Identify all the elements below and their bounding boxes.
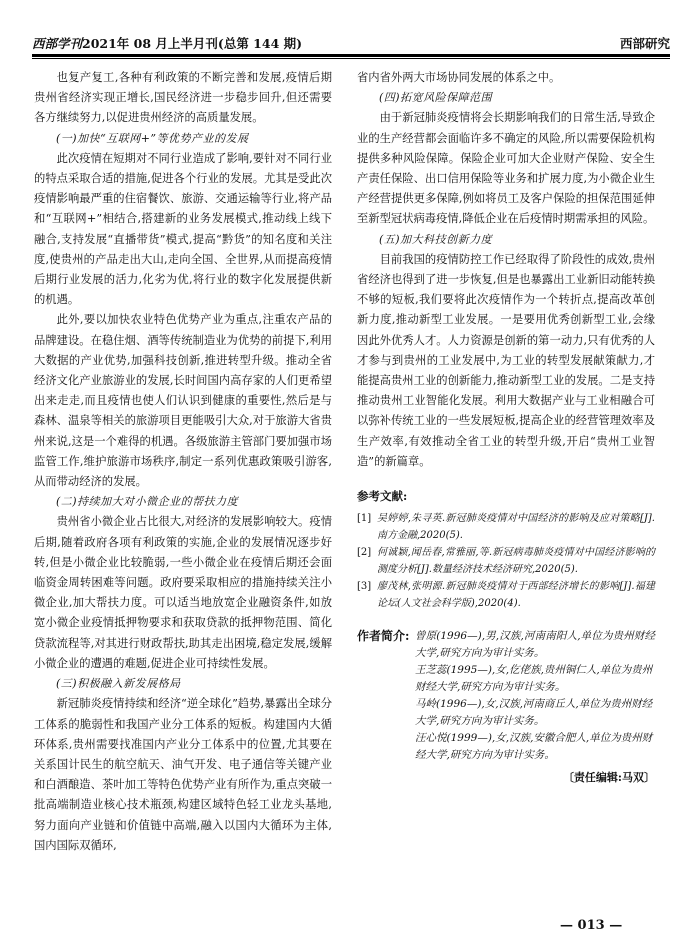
reference-text: 吴婷婷,朱寻英.新冠肺炎疫情对中国经济的影响及应对策略[J].南方金融,2020(5). [377, 513, 655, 542]
section-heading: (四)拓宽风险保障范围 [379, 91, 493, 105]
paragraph: 目前我国的疫情防控工作已经取得了阶段性的成效,贵州省经济也得到了进一步恢复,但是也暴露出工业新旧动能转换不够的短板,我们要将此次疫情作为一个转折点,提高改革创新力度,推动新型工业发展。一是要用优秀创新型工业,会缘因此外优秀人才。人力资源是创新的第一动力,只有优秀的人才参与到贵州的工业发展中,为工业的转型发展献策献力,才能提高贵州工业的创新能力,推动新型工业的发展。二是支持推动贵州工业智能化发展。利用大数据产业与工业相融合可以弥补传统工业的一些发展短板,提高企业的经营管理效率及生产效率,有效推动全省工业的转型升级,开启“贵州工业智造”的新篇章。 [357, 252, 655, 468]
section-heading: (二)持续加大对小微企业的帮扶力度 [56, 495, 239, 509]
reference-item [357, 578, 655, 612]
reference-number: [1] [357, 513, 372, 525]
author-label: 作者简介: [357, 629, 410, 644]
reference-text: 何诚颖,闻岳春,常雅丽,等.新冠病毒肺炎疫情对中国经济影响的测度分析[J].数量经济技术经济研究,2020(5). [377, 547, 655, 576]
author-entry: 王芝蕊(1995—),女,仡佬族,贵州铜仁人,单位为贵州财经大学,研究方向为审计实务。 [415, 664, 653, 694]
running-header [32, 30, 670, 52]
journal-header [32, 34, 302, 52]
paragraph: 由于新冠肺炎疫情将会长期影响我们的日常生活,导致企业的生产经营都会面临许多不确定的风险,所以需要保险机构提供多种风险保障。保险企业可加大企业财产保险、安全生产责任保险、出口信用保险等业务和扩展力度,为小微企业生产经营提供更多保障,例如将员工及客户保险的担保范围延伸至新型冠状病毒疫情,降低企业在后疫情时期需承担的风险。 [357, 111, 655, 226]
paragraph: 新冠肺炎疫情持续和经济“逆全球化”趋势,暴露出全球分工体系的脆弱性和我国产业分工体系的短板。构建国内大循环体系,贵州需要找准国内产业分工体系中的位置,尤其要在关系国计民生的航空航天、油气开发、电子通信等关键产业和白酒酿造、茶叶加工等特色优势产业有所作为,重点突破一批高端制造业核心技术瓶颈,构建区域特色轻工业龙头基地,努力面向产业链和价值链中高端,融入以国内大循环为主体,国内国际双循环, [34, 697, 332, 852]
paragraph: 贵州省小微企业占比很大,对经济的发展影响较大。疫情后期,随着政府各项有利政策的实施,企业的发展情况逐步好转,但是小微企业比较脆弱,一些小微企业在疫情后期还会面临资金周转困难等问题。政府要采取相应的措施持续关注小微企业,加大帮扶力度。可以适当地放宽企业融资条件,如放宽小微企业疫情抵押物要求和获取贷款的抵押物范围、简化贷款流程等,对其进行财政帮扶,助其走出困境,稳定发展,缓解小微企业的遭遇的难题,促进企业可持续性发展。 [34, 515, 332, 670]
issue-info: 2021年 08 月上半月刊(总第 144 期) [82, 36, 303, 51]
reference-item [357, 544, 655, 578]
paragraph: 此外,要以加快农业特色优势产业为重点,注重农产品的品牌建设。在稳住烟、酒等传统制造业为优势的前提下,利用大数据的产业优势,加强科技创新,推进转型升级。推动全省经济文化产业旅游业的发展,长时间国内高存家的人们更希望出来走走,而且疫情也使人们认识到健康的重要性,然后是与森林、温泉等相关的旅游项目更能吸引大众,对于旅游大省贵州来说,这是一个难得的机遇。各级旅游主管部门要加强市场监管工作,维护旅游市场秩序,制定一系列优惠政策吸引游客,从而带动经济的发展。 [34, 313, 332, 489]
reference-number: [3] [357, 581, 372, 593]
reference-item [357, 510, 655, 544]
header-rule [32, 54, 670, 57]
section-name: 西部研究 [619, 36, 670, 51]
page-number: — 013 — [560, 918, 623, 933]
right-column [357, 68, 655, 788]
author-entry: 曾原(1996—),男,汉族,河南南阳人,单位为贵州财经大学,研究方向为审计实务。 [415, 630, 655, 660]
author-entry: 马岭(1996—),女,汉族,河南商丘人,单位为贵州财经大学,研究方向为审计实务。 [415, 698, 653, 728]
references-title: 参考文献: [357, 489, 408, 504]
section-heading: (一)加快“互联网+”等优势产业的发展 [56, 131, 249, 145]
section-heading: (三)积极融入新发展格局 [56, 677, 181, 691]
paragraph: 此次疫情在短期对不同行业造成了影响,要针对不同行业的特点采取合适的措施,促进各个行业的发展。尤其是受此次疫情影响最严重的住宿餐饮、旅游、交通运输等行业,将产品和“互联网+”相结合,搭建新的业务发展模式,推动线上线下融合,支持发展“直播带货”模式,提高“黔货”的知名度和关注度,使贵州的产品走出大山,走向全国、全世界,从而提高疫情后期行业发展的活力,化劣为优,将行业的数字化发展提供新的机遇。 [34, 151, 332, 307]
header-rule-thin [32, 58, 670, 59]
author-entry: 汪心悦(1999—),女,汉族,安徽合肥人,单位为贵州财经大学,研究方向为审计实务。 [415, 732, 653, 762]
section-heading: (五)加大科技创新力度 [379, 232, 493, 246]
editor-note: 〔责任编辑:马双〕 [562, 771, 655, 785]
paragraph: 省内省外两大市场协同发展的体系之中。 [357, 71, 561, 84]
paragraph: 也复产复工,各种有利政策的不断完善和发展,疫情后期贵州省经济实现正增长,国民经济进一步稳步回升,但还需要各方继续努力,以促进贵州经济的高质量发展。 [34, 71, 332, 125]
author-info [357, 628, 655, 764]
reference-number: [2] [357, 547, 372, 559]
left-column [34, 68, 332, 856]
reference-list [357, 510, 655, 612]
journal-logo: 西部学刊 [32, 36, 83, 51]
reference-text: 廖茂林,张明源.新冠肺炎疫情对于西部经济增长的影响[J].福建论坛(人文社会科学版),2020(4). [377, 581, 655, 610]
